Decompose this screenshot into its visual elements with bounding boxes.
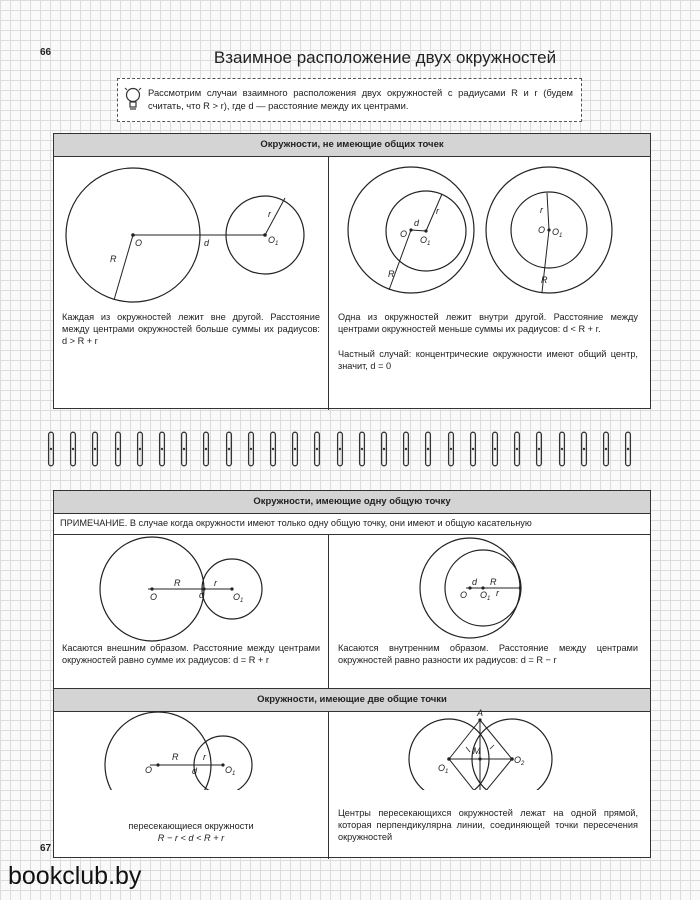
binding-ring: [535, 428, 543, 470]
binding-ring: [380, 428, 388, 470]
binding-ring: [91, 428, 99, 470]
section3-left-caption: пересекающиеся окружности: [128, 821, 254, 831]
section2-right-text: Касаются внутренним образом. Расстояние между центрами окружностей равно разности их радиусов: d = R − r: [338, 643, 638, 665]
label-d: d: [204, 238, 210, 248]
label-d: d: [472, 577, 478, 587]
page-title: Взаимное расположение двух окружностей: [213, 48, 557, 67]
label-R: R: [172, 752, 179, 762]
binding-ring: [247, 428, 255, 470]
label-O1: $O_1$: [552, 227, 563, 239]
binding-ring: [469, 428, 477, 470]
binding-ring: [69, 428, 77, 470]
binding-ring: [47, 428, 55, 470]
binding-ring: [336, 428, 344, 470]
label-O1: $O_1$: [225, 765, 236, 777]
binding-ring: [558, 428, 566, 470]
binding-ring: [624, 428, 632, 470]
binding-ring: [602, 428, 610, 470]
binding-ring: [158, 428, 166, 470]
label-R: R: [174, 578, 181, 588]
binding-ring: [136, 428, 144, 470]
section2-header: Окружности, имеющие одну общую точку: [54, 491, 650, 514]
label-O1: $O_1$: [420, 235, 431, 247]
label-d: d: [192, 766, 198, 776]
binding-ring: [491, 428, 499, 470]
label-M: M: [473, 746, 481, 756]
binding-ring: [291, 428, 299, 470]
section1-diagrams: [0, 0, 700, 420]
label-O: O: [145, 765, 153, 775]
footer-watermark: bookclub.by: [8, 862, 142, 890]
binding-ring: [447, 428, 455, 470]
label-R: R: [490, 577, 497, 587]
label-d: d: [199, 590, 205, 600]
label-O1: $O_1$: [233, 592, 244, 604]
label-R: R: [388, 269, 395, 279]
page-number-top: 66: [40, 47, 52, 58]
label-O: O: [135, 238, 143, 248]
label-d: d: [414, 218, 420, 228]
binding-ring: [402, 428, 410, 470]
intro-text: Рассмотрим случаи взаимного расположения двух окружностей с радиусами R и r (будем считать, что R > r), где d — расстояние между их центрами.: [148, 87, 573, 111]
label-O: O: [538, 225, 546, 235]
label-r: r: [203, 752, 206, 762]
label-O: O: [150, 592, 158, 602]
binding-ring: [580, 428, 588, 470]
label-O1: $O_1$: [480, 590, 491, 602]
section1-left-text: Каждая из окружностей лежит вне другой. Расстояние между центрами окружностей больше суммы их радиусов: d > R + r: [62, 312, 320, 346]
binding-ring: [358, 428, 366, 470]
section3-header: Окружности, имеющие две общие точки: [54, 689, 650, 712]
binding-ring: [513, 428, 521, 470]
binding-ring: [202, 428, 210, 470]
section3-left-formula: R − r < d < R + r: [157, 833, 225, 843]
binding-ring: [225, 428, 233, 470]
label-O1: $O_1$: [268, 235, 279, 247]
label-A: A: [477, 708, 484, 718]
label-R: R: [541, 275, 548, 285]
section2-3-diagrams: [0, 530, 700, 790]
label-O: O: [400, 229, 408, 239]
page-number-bottom: 67: [40, 843, 52, 854]
binding-ring: [269, 428, 277, 470]
binding-ring: [424, 428, 432, 470]
section2-note: ПРИМЕЧАНИЕ. В случае когда окружности имеют только одну общую точку, они имеют и общую касательную: [60, 518, 532, 528]
label-R: R: [110, 254, 117, 264]
label-r: r: [436, 206, 439, 216]
binding-ring: [180, 428, 188, 470]
binding-ring: [114, 428, 122, 470]
binding-ring: [313, 428, 321, 470]
label-O: O: [460, 590, 468, 600]
label-O1: $O_1$: [438, 763, 449, 775]
label-O2: $O_2$: [514, 755, 525, 767]
section1-right-text-1: Одна из окружностей лежит внутри другой. Расстояние между центрами окружностей меньше суммы их радиусов: d < R + r.: [338, 312, 638, 334]
label-r: r: [268, 209, 271, 219]
section3-right-text: Центры пересекающихся окружностей лежат на одной прямой, которая перпендикулярна линии, соединяющей точки пересечения окружностей: [338, 808, 638, 842]
section1-header: Окружности, не имеющие общих точек: [54, 134, 650, 157]
label-r: r: [214, 578, 217, 588]
label-r: r: [496, 588, 499, 598]
section1-right-text-2: Частный случай: концентрические окружности имеют общий центр, значит, d = 0: [338, 349, 638, 371]
section2-left-text: Касаются внешним образом. Расстояние между центрами окружностей равно сумме их радиусов: d = R + r: [62, 643, 320, 665]
label-r: r: [540, 205, 543, 215]
